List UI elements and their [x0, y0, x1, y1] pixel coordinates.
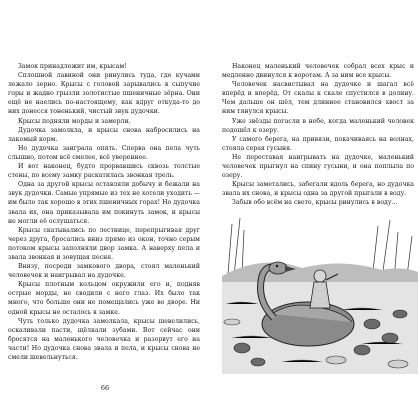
- paragraph: Наконец маленький человечек собрал всех крыс и медленно двинулся к воротам. А за ним все крысы.: [222, 63, 414, 80]
- paragraph: И вот наконец, будто прорвавшись сквозь толстые стены, по всему замку раскатилась звонкая трель.: [8, 163, 200, 180]
- paragraph: Человечек насвистывал на дудочке и шагал всё вперёд и вперёд. От скалы к скале спустился в долину. Чем дальше он шёл, тем длиннее становился хвост за ним тянулся крысы.: [222, 81, 414, 116]
- goose-rats-illustration: [222, 214, 418, 374]
- paragraph: Крысы плотным кольцом окружили его и, подняв острые морды, не сводили с него глаз. Их было так много, что больше они не помещались уже во дворе. Ни одной крысы не осталось в замке.: [8, 281, 200, 316]
- paragraph: Замок принадлежит им, крысам!: [18, 63, 127, 70]
- paragraph: Но дудочка заиграла опять. Сперва она пела чуть слышно, потом всё смелее, всё увереннее.: [8, 144, 200, 161]
- paragraph: У самого берега, на привязи, покачиваясь на волнах, стояла серая гусыня.: [222, 135, 414, 152]
- paragraph: Чуть только дудочка замолкала, крысы шевелились, оскаливали пасти, щёлкали зубами. Вот сейчас они бросятся на маленького человечка и разорвут его на части! Но дудочка снова звала и пела, и крысы снова не смели шевельнуться.: [8, 317, 200, 361]
- paragraph: Уже звёзды погасли в небе, когда маленький человек подошёл к озеру.: [222, 117, 414, 134]
- paragraph: Забыв обо всём на свете, крысы ринулись в воду...: [232, 199, 398, 207]
- paragraph: Крысы подняли морды и замерли.: [18, 117, 131, 125]
- paragraph: Дудочка замолкла, и крысы снова набросились на лакомый корм.: [8, 126, 200, 143]
- right-page-text: [222, 62, 414, 208]
- paragraph: Крысы скатывались по лестнице, перепрыгивая друг через друга, бросались вниз прямо из окон, точно серым потоком крысы заполняли двор замка. А наверху пела и звала звонкая и зовущая песня.: [8, 226, 200, 261]
- paragraph: Не переставая наигрывать на дудочке, маленький человечек прыгнул на спину гусыни, и она поплыла по озеру.: [222, 153, 414, 180]
- paragraph: Сплошной лавиной они ринулись туда, где кучами лежало зерно. Крысы с головой зарывались в сыпучие горы и жадно грызли золотистые пшеничные зёрна. Они ещё не наелись по-настоящему, как вдруг откуда-то до них донесся тоненький, чистый звук дудочки.: [8, 72, 200, 116]
- page-number: 66: [100, 384, 110, 392]
- paragraph: Внизу, посреди замкового двора, стоял маленький человечек и наигрывал на дудочке.: [8, 263, 200, 280]
- left-page-text: [8, 62, 200, 362]
- paragraph: Одна за другой крысы оставляли добычу и бежали на звук дудочки. Самые упрямые из тех не хотели уходить — им было так хорошо в этих пшеничных горах! Но дудочка звала их, она приказывала им покинуть замок, и крысы не могли её ослушаться.: [8, 181, 200, 225]
- paragraph: Крысы заметались, забегали вдоль берега, но дудочка звала их снова, и крысы одна за другой прыгали в воду.: [222, 181, 414, 198]
